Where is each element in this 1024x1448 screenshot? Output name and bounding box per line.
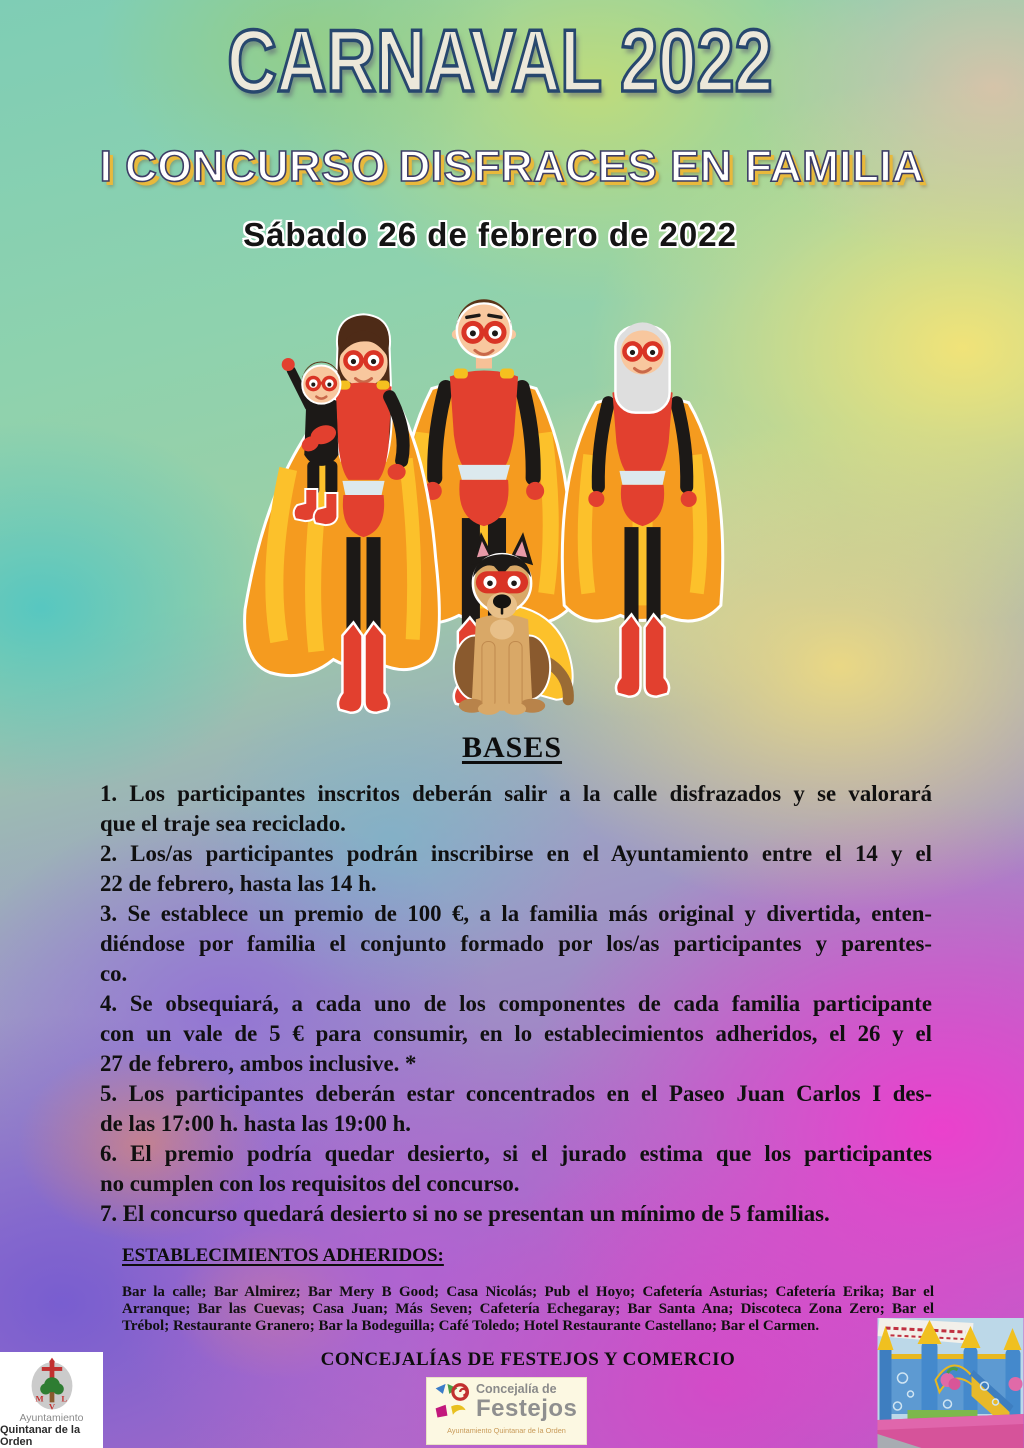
festejos-logo-line2: Festejos	[476, 1395, 578, 1423]
bases-item-line: 5. Los participantes deberán estar concentrados en el Paseo Juan Carlos I des-	[100, 1081, 932, 1106]
ayuntamiento-logo	[0, 1352, 103, 1448]
festejos-logo-line1: Concejalía de	[476, 1381, 557, 1396]
bases-item-line: 2. Los/as participantes podrán inscribirse en el Ayuntamiento entre el 14 y el	[100, 841, 932, 866]
dog-mask-icon	[476, 571, 528, 593]
bases-item-line: no cumplen con los requisitos del concurso.	[100, 1171, 520, 1196]
poster-subtitle: I CONCURSO DISFRACES EN FAMILIA	[99, 142, 925, 191]
bouncy-castle-photo	[877, 1318, 1024, 1448]
bases-item-line: 7. El concurso quedará desierto si no se presentan un mínimo de 5 familias.	[100, 1201, 830, 1226]
ayuntamiento-town-label: Quintanar de la Orden	[0, 1424, 81, 1448]
bases-item-line: 1. Los participantes inscritos deberán salir a la calle disfrazados y se valorará	[100, 781, 932, 806]
bases-item-line: 3. Se establece un premio de 100 €, a la familia más original y divertida, enten-	[100, 901, 932, 926]
establishments-line: Arranque; Bar las Cuevas; Casa Juan; Más Seven; Cafetería Echegaray; Bar Santa Ana; Discoteca Zona Zero; Bar el	[122, 1300, 934, 1317]
ayuntamiento-crest-icon	[22, 1356, 82, 1411]
festejos-logo-icon	[432, 1382, 472, 1422]
establishments-line: Trébol; Restaurante Granero; Bar la Bodeguilla; Café Toledo; Hotel Restaurante Castellano; Bar el Carmen.	[122, 1317, 820, 1334]
svg-text:V: V	[48, 1401, 55, 1411]
superhero-family-illustration	[228, 286, 770, 720]
festejos-logo-line3: Ayuntamiento Quintanar de la Orden	[447, 1426, 566, 1435]
superhero-mom	[245, 314, 440, 712]
svg-text:M: M	[35, 1393, 44, 1404]
establishments-heading: ESTABLECIMIENTOS ADHERIDOS:	[122, 1245, 444, 1266]
bases-item-line: 6. El premio podría quedar desierto, si el jurado estima que los participantes	[100, 1141, 932, 1166]
establishments-list	[122, 1284, 934, 1334]
bases-item-line: diéndose por familia el conjunto formado por los/as participantes y parentes-	[100, 931, 932, 956]
festejos-logo	[426, 1377, 587, 1445]
poster-title: CARNAVAL 2022	[227, 11, 773, 110]
event-date: Sábado 26 de febrero de 2022	[243, 216, 737, 253]
concejalias-line: CONCEJALÍAS DE FESTEJOS Y COMERCIO	[320, 1349, 736, 1370]
bases-item-line: 22 de febrero, hasta las 14 h.	[100, 871, 377, 896]
bases-item-line: de las 17:00 h. hasta las 19:00 h.	[100, 1111, 411, 1136]
ayuntamiento-label: Ayuntamiento	[19, 1412, 84, 1424]
bases-list	[100, 779, 932, 1229]
bases-item-line: co.	[100, 961, 128, 986]
superhero-grandma	[562, 322, 722, 696]
svg-text:L: L	[60, 1393, 67, 1404]
bases-item-line: 4. Se obsequiará, a cada uno de los componentes de cada familia participante	[100, 991, 932, 1016]
bases-item-line: con un vale de 5 € para consumir, en lo establecimientos adheridos, el 26 y el	[100, 1021, 932, 1046]
bases-item-line: que el traje sea reciclado.	[100, 811, 346, 836]
bases-item-line: 27 de febrero, ambos inclusive. *	[100, 1051, 417, 1076]
establishments-line: Bar la calle; Bar Almirez; Bar Mery B Good; Casa Nicolás; Pub el Hoyo; Cafetería Asturias; Cafetería Erika; Bar el	[122, 1284, 934, 1300]
bases-heading: BASES	[461, 731, 563, 764]
